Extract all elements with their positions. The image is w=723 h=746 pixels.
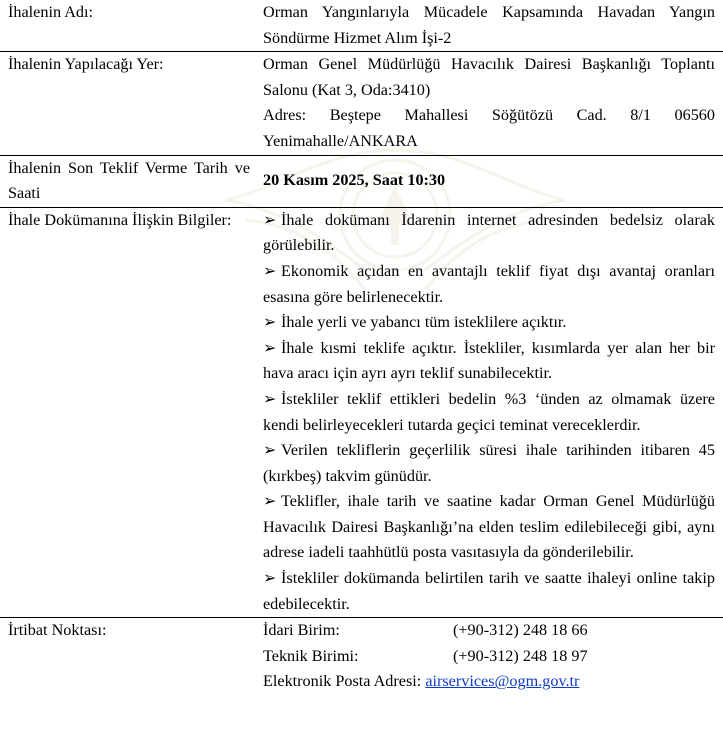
doc-bullet-item: ➢ Verilen tekliflerin geçerlilik süresi ihale tarihinden itibaren 45 (kırkbeş) takvim günüdür.	[263, 438, 715, 489]
arrow-right-icon: ➢	[263, 441, 277, 460]
tender-deadline-value: 20 Kasım 2025, Saat 10:30	[258, 155, 723, 207]
email-link[interactable]: airservices@ogm.gov.tr	[425, 672, 580, 691]
tender-place-address: Adres: Beştepe Mahallesi Söğütözü Cad. 8/1 06560 Yenimahalle/ANKARA	[263, 106, 715, 150]
doc-bullet-item: ➢ İhale dokümanı İdarenin internet adresinden bedelsiz olarak görülebilir.	[263, 208, 715, 259]
tender-place-text: Orman Genel Müdürlüğü Havacılık Dairesi Başkanlığı Toplantı Salonu (Kat 3, Oda:3410)	[263, 55, 715, 99]
row-contact	[0, 618, 723, 695]
row-tender-name	[0, 0, 723, 52]
arrow-right-icon: ➢	[263, 313, 277, 332]
arrow-right-icon: ➢	[263, 338, 277, 357]
tender-name-value: Orman Yangınlarıyla Mücadele Kapsamında Havadan Yangın Söndürme Hizmet Alım İşi-2	[258, 0, 723, 52]
arrow-right-icon: ➢	[263, 261, 277, 280]
tender-name-label: İhalenin Adı:	[0, 0, 258, 52]
admin-unit-label: İdari Birim:	[263, 621, 340, 640]
admin-unit-phone: (+90-312) 248 18 66	[453, 621, 588, 640]
doc-bullet-item: ➢ İhale yerli ve yabancı tüm isteklilere açıktır.	[263, 310, 715, 336]
doc-bullet-item: ➢ Teklifler, ihale tarih ve saatine kadar Orman Genel Müdürlüğü Havacılık Dairesi Başkanlığı’na elden teslim edilebileceği gibi, aynı adrese iadeli taahhütlü posta vasıtasıyla da gönderilebilir.	[263, 489, 715, 566]
row-tender-deadline	[0, 155, 723, 207]
tech-unit-label: Teknik Birimi:	[263, 646, 359, 665]
doc-bullet-item: ➢ İstekliler teklif ettikleri bedelin %3 ‘ünden az olmamak üzere kendi belirleyecekleri tutarda geçici teminat vereceklerdir.	[263, 387, 715, 438]
tender-place-label: İhalenin Yapılacağı Yer:	[0, 52, 258, 155]
contact-label: İrtibat Noktası:	[8, 621, 107, 640]
arrow-right-icon: ➢	[263, 569, 277, 588]
tech-unit-phone: (+90-312) 248 18 97	[453, 646, 588, 665]
doc-bullet-item: ➢ İhale kısmi teklife açıktır. İstekliler, kısımlarda yer alan her bir hava aracı için ayrı ayrı teklif sunabilecektir.	[263, 336, 715, 387]
contact-info	[258, 618, 723, 695]
arrow-right-icon: ➢	[263, 492, 277, 511]
arrow-right-icon: ➢	[263, 389, 277, 408]
email-label: Elektronik Posta Adresi:	[263, 672, 422, 691]
tender-docs-label: İhale Dokümanına İlişkin Bilgiler:	[0, 207, 258, 618]
arrow-right-icon: ➢	[263, 210, 277, 229]
tender-place-value	[258, 52, 723, 155]
tender-deadline-label: İhalenin Son Teklif Verme Tarih ve Saati	[0, 155, 258, 207]
doc-bullet-item: ➢ Ekonomik açıdan en avantajlı teklif fiyat dışı avantaj oranları esasına göre belirlenecektir.	[263, 259, 715, 310]
doc-bullet-item: ➢ İstekliler dokümanda belirtilen tarih ve saatte ihaleyi online takip edebilecektir.	[263, 566, 715, 617]
tender-docs-list	[258, 207, 723, 618]
row-tender-place	[0, 52, 723, 155]
row-tender-docs	[0, 207, 723, 618]
